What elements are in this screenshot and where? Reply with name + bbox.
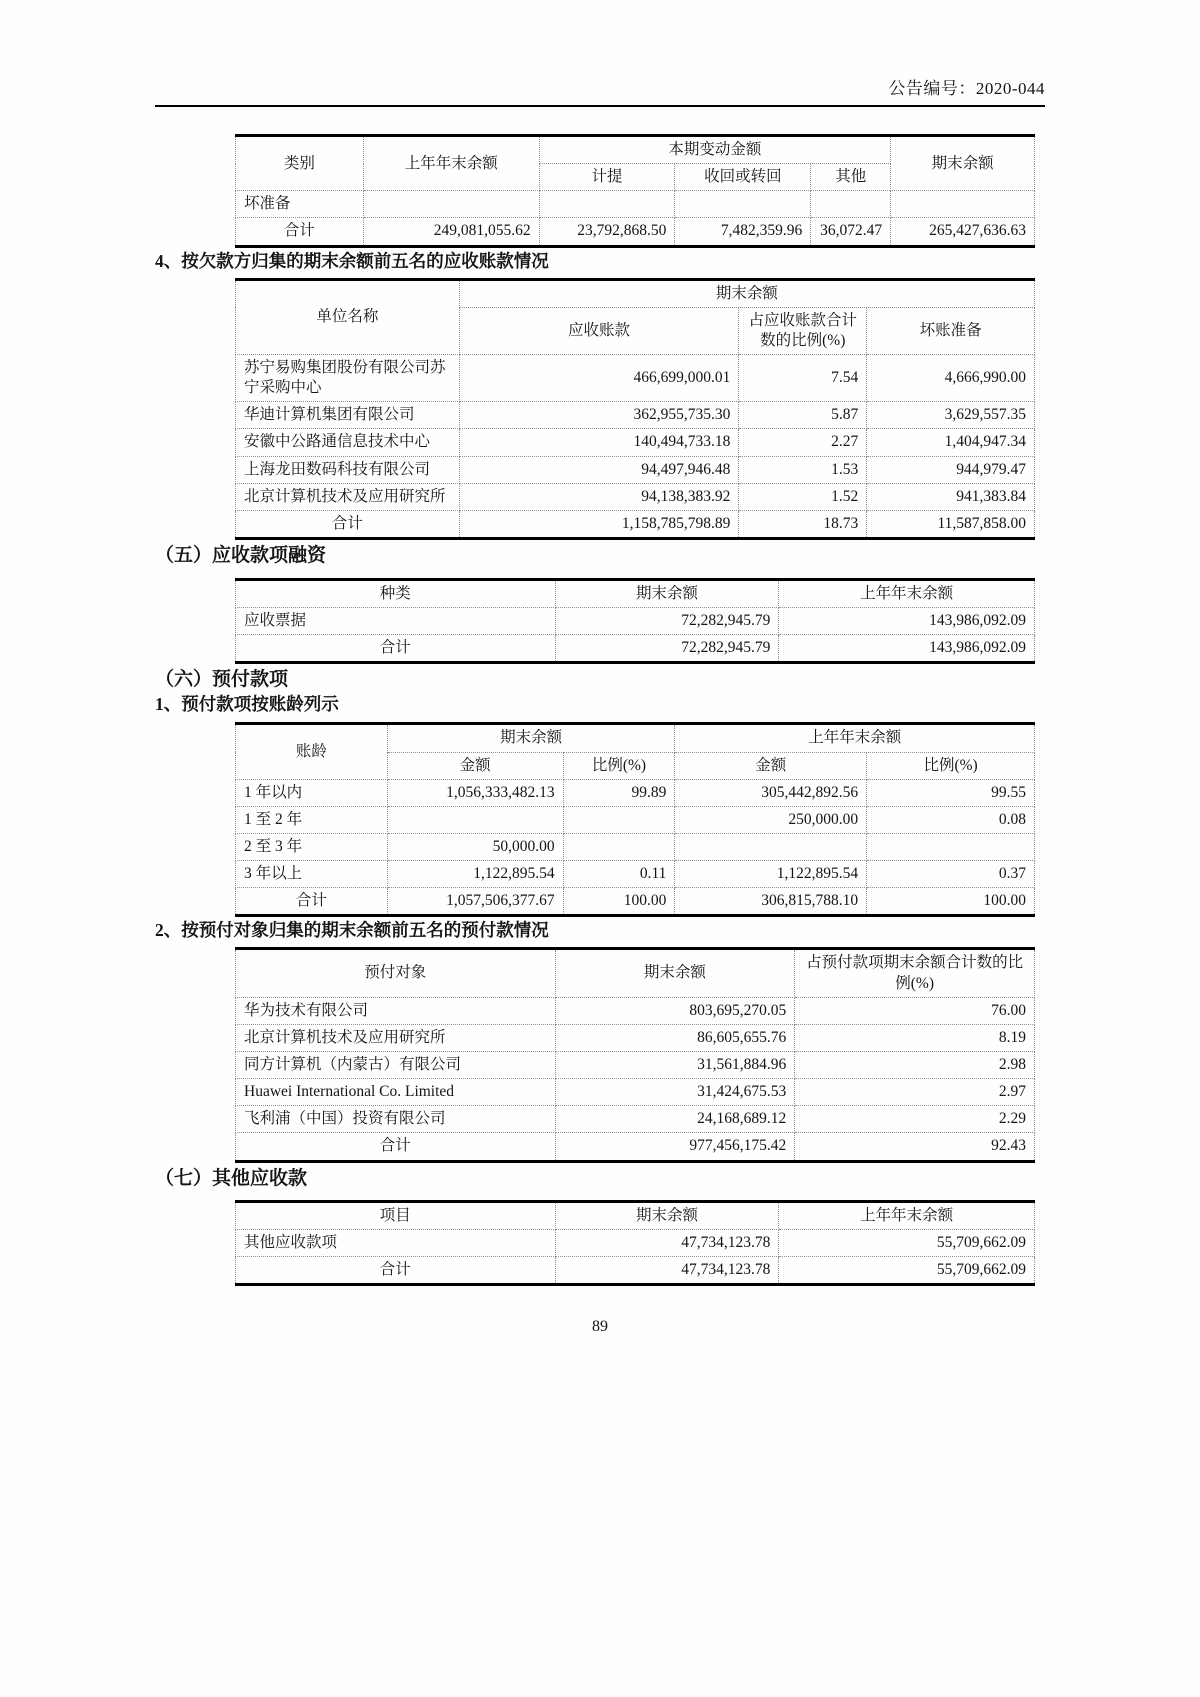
- cell-ratio: 0.11: [563, 861, 675, 888]
- cell-aging: 3 年以上: [236, 861, 388, 888]
- cell-total-label: 合计: [236, 1256, 556, 1284]
- col-header-ar: 应收账款: [459, 307, 739, 354]
- table-row: [236, 483, 1035, 510]
- cell-ar: 1,158,785,798.89: [459, 510, 739, 538]
- table-row: [236, 833, 1035, 860]
- col-header-accrual: 计提: [539, 164, 675, 191]
- col-header-amount: 金额: [675, 752, 867, 779]
- table-row: [236, 1079, 1035, 1106]
- section6-sub2-title: 2、按预付对象归集的期末余额前五名的预付款情况: [155, 920, 549, 941]
- cell-ending: 47,734,123.78: [555, 1256, 779, 1284]
- cell-ratio: 8.19: [795, 1024, 1035, 1051]
- doc-number: 公告编号：2020-044: [888, 79, 1045, 98]
- table-row: [236, 779, 1035, 806]
- cell-ratio: 2.98: [795, 1051, 1035, 1078]
- cell-other: 36,072.47: [811, 218, 891, 246]
- cell-recover: 7,482,359.96: [675, 218, 811, 246]
- cell-ending: 977,456,175.42: [555, 1133, 795, 1161]
- cell-ending: 86,605,655.76: [555, 1024, 795, 1051]
- cell-target: 飞利浦（中国）投资有限公司: [236, 1106, 556, 1133]
- cell-prev-ratio: 0.37: [867, 861, 1035, 888]
- cell-bad-debt: 11,587,858.00: [867, 510, 1035, 538]
- col-header-ratio: 占应收账款合计数的比例(%): [739, 307, 867, 354]
- cell-ratio: [563, 833, 675, 860]
- cell-aging: 2 至 3 年: [236, 833, 388, 860]
- col-header-aging: 账龄: [236, 724, 388, 779]
- cell-prev-amount: 250,000.00: [675, 806, 867, 833]
- cell-ratio: 92.43: [795, 1133, 1035, 1161]
- table-row: [236, 402, 1035, 429]
- cell-ratio: 18.73: [739, 510, 867, 538]
- table-header-row: [236, 724, 1035, 752]
- cell-prev-year: 55,709,662.09: [779, 1229, 1035, 1256]
- cell-ratio: 76.00: [795, 997, 1035, 1024]
- col-header-bad-debt: 坏账准备: [867, 307, 1035, 354]
- table-total-row: [236, 888, 1035, 916]
- cell-ratio: 2.97: [795, 1079, 1035, 1106]
- section6-heading: （六）预付款项: [155, 669, 289, 691]
- cell-ar: 94,497,946.48: [459, 456, 739, 483]
- cell-prev-year: 249,081,055.62: [363, 218, 539, 246]
- table-row: [236, 1051, 1035, 1078]
- cell-total-label: 合计: [236, 510, 460, 538]
- cell-unit: 华迪计算机集团有限公司: [236, 402, 460, 429]
- cell-category: 合计: [236, 218, 364, 246]
- page-number: 89: [592, 1317, 608, 1335]
- cell-prev-amount: [675, 833, 867, 860]
- cell-unit: 北京计算机技术及应用研究所: [236, 483, 460, 510]
- cell-bad-debt: 941,383.84: [867, 483, 1035, 510]
- cell-ratio: 5.87: [739, 402, 867, 429]
- cell-target: 北京计算机技术及应用研究所: [236, 1024, 556, 1051]
- cell-accrual: 23,792,868.50: [539, 218, 675, 246]
- cell-ending: 72,282,945.79: [555, 635, 779, 663]
- cell-prev-amount: 305,442,892.56: [675, 779, 867, 806]
- prepayments-aging-table: [235, 722, 1035, 917]
- col-header-kind: 种类: [236, 579, 556, 607]
- cell-ratio: 99.89: [563, 779, 675, 806]
- cell-ar: 466,699,000.01: [459, 354, 739, 401]
- cell-kind: 应收票据: [236, 608, 556, 635]
- other-receivables-table: [235, 1200, 1035, 1286]
- cell-recover: [675, 191, 811, 218]
- col-header-ending: 期末余额: [555, 579, 779, 607]
- col-header-prev-year: 上年年末余额: [779, 1201, 1035, 1229]
- section6-sub1-title: 1、预付款项按账龄列示: [155, 694, 339, 715]
- cell-ratio: 1.52: [739, 483, 867, 510]
- col-header-amount: 金额: [387, 752, 563, 779]
- cell-bad-debt: 944,979.47: [867, 456, 1035, 483]
- cell-item: 其他应收款项: [236, 1229, 556, 1256]
- table-header-row: [236, 579, 1035, 607]
- cell-target: Huawei International Co. Limited: [236, 1079, 556, 1106]
- cell-ending: 47,734,123.78: [555, 1229, 779, 1256]
- cell-aging: 1 至 2 年: [236, 806, 388, 833]
- section7-heading: （七）其他应收款: [155, 1167, 308, 1189]
- col-header-unit: 单位名称: [236, 279, 460, 354]
- cell-unit: 安徽中公路通信息技术中心: [236, 429, 460, 456]
- col-header-category: 类别: [236, 136, 364, 191]
- col-header-ratio: 比例(%): [563, 752, 675, 779]
- cell-ending: 72,282,945.79: [555, 608, 779, 635]
- cell-bad-debt: 3,629,557.35: [867, 402, 1035, 429]
- cell-ratio: 2.29: [795, 1106, 1035, 1133]
- cell-target: 华为技术有限公司: [236, 997, 556, 1024]
- table-row: [236, 429, 1035, 456]
- cell-prev-ratio: 99.55: [867, 779, 1035, 806]
- cell-ending: 24,168,689.12: [555, 1106, 795, 1133]
- cell-target: 同方计算机（内蒙古）有限公司: [236, 1051, 556, 1078]
- cell-other: [811, 191, 891, 218]
- cell-amount: 50,000.00: [387, 833, 563, 860]
- table-total-row: [236, 218, 1035, 246]
- cell-ending: 31,424,675.53: [555, 1079, 795, 1106]
- table-total-row: [236, 1133, 1035, 1161]
- col-header-prev-year: 上年年末余额: [363, 136, 539, 191]
- col-header-change-group: 本期变动金额: [539, 136, 891, 164]
- header-rule: [155, 105, 1045, 107]
- section5-heading: （五）应收款项融资: [155, 544, 327, 566]
- cell-prev-year: [363, 191, 539, 218]
- cell-total-label: 合计: [236, 888, 388, 916]
- cell-amount: 1,056,333,482.13: [387, 779, 563, 806]
- col-header-ending: 期末余额: [555, 1201, 779, 1229]
- cell-prev-ratio: [867, 833, 1035, 860]
- table-total-row: [236, 510, 1035, 538]
- receivables-financing-table: [235, 578, 1035, 664]
- cell-unit: 苏宁易购集团股份有限公司苏宁采购中心: [236, 354, 460, 401]
- top5-prepayments-table: [235, 947, 1035, 1162]
- top5-receivables-table: [235, 278, 1035, 540]
- cell-amount: [387, 806, 563, 833]
- cell-ar: 140,494,733.18: [459, 429, 739, 456]
- cell-ending: [891, 191, 1035, 218]
- cell-prev-year: 143,986,092.09: [779, 608, 1035, 635]
- table-header-row: [236, 1201, 1035, 1229]
- cell-prev-amount: 1,122,895.54: [675, 861, 867, 888]
- cell-bad-debt: 1,404,947.34: [867, 429, 1035, 456]
- cell-ending: 803,695,270.05: [555, 997, 795, 1024]
- table-row: [236, 1106, 1035, 1133]
- cell-total-label: 合计: [236, 635, 556, 663]
- cell-aging: 1 年以内: [236, 779, 388, 806]
- table-row: [236, 354, 1035, 401]
- table-row: [236, 191, 1035, 218]
- section4-title: 4、按欠款方归集的期末余额前五名的应收账款情况: [155, 250, 549, 271]
- col-header-recover: 收回或转回: [675, 164, 811, 191]
- cell-amount: 1,122,895.54: [387, 861, 563, 888]
- cell-ending: 31,561,884.96: [555, 1051, 795, 1078]
- table-row: [236, 806, 1035, 833]
- cell-unit: 上海龙田数码科技有限公司: [236, 456, 460, 483]
- col-header-target: 预付对象: [236, 949, 556, 997]
- cell-ratio: 7.54: [739, 354, 867, 401]
- table-row: [236, 456, 1035, 483]
- col-header-prev-group: 上年年末余额: [675, 724, 1035, 752]
- table-row: [236, 997, 1035, 1024]
- cell-prev-year: 143,986,092.09: [779, 635, 1035, 663]
- cell-prev-ratio: 100.00: [867, 888, 1035, 916]
- cell-ending: 265,427,636.63: [891, 218, 1035, 246]
- table-header-row: [236, 949, 1035, 997]
- cell-ar: 94,138,383.92: [459, 483, 739, 510]
- cell-total-label: 合计: [236, 1133, 556, 1161]
- cell-prev-ratio: 0.08: [867, 806, 1035, 833]
- table-header-row: [236, 136, 1035, 164]
- col-header-ending: 期末余额: [555, 949, 795, 997]
- col-header-ending: 期末余额: [891, 136, 1035, 191]
- cell-ratio: 1.53: [739, 456, 867, 483]
- table-total-row: [236, 1256, 1035, 1284]
- cell-ratio: 100.00: [563, 888, 675, 916]
- col-header-item: 项目: [236, 1201, 556, 1229]
- col-header-ratio: 比例(%): [867, 752, 1035, 779]
- bad-debt-movement-table: [235, 134, 1035, 248]
- cell-ar: 362,955,735.30: [459, 402, 739, 429]
- cell-prev-amount: 306,815,788.10: [675, 888, 867, 916]
- table-total-row: [236, 635, 1035, 663]
- cell-accrual: [539, 191, 675, 218]
- cell-bad-debt: 4,666,990.00: [867, 354, 1035, 401]
- table-row: [236, 608, 1035, 635]
- cell-category: 坏准备: [236, 191, 364, 218]
- cell-amount: 1,057,506,377.67: [387, 888, 563, 916]
- col-header-ratio: 占预付款项期末余额合计数的比例(%): [795, 949, 1035, 997]
- table-row: [236, 1024, 1035, 1051]
- cell-prev-year: 55,709,662.09: [779, 1256, 1035, 1284]
- cell-ratio: 2.27: [739, 429, 867, 456]
- col-header-ending-group: 期末余额: [387, 724, 675, 752]
- table-header-row: [236, 279, 1035, 307]
- col-header-ending-group: 期末余额: [459, 279, 1034, 307]
- table-row: [236, 861, 1035, 888]
- col-header-prev-year: 上年年末余额: [779, 579, 1035, 607]
- col-header-other: 其他: [811, 164, 891, 191]
- cell-ratio: [563, 806, 675, 833]
- table-row: [236, 1229, 1035, 1256]
